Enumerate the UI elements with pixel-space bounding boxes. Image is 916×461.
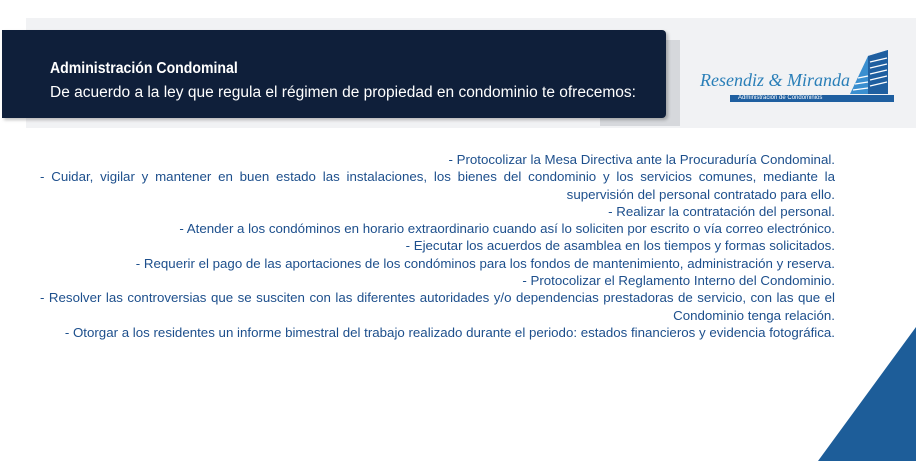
service-item: - Atender a los condóminos en horario extraordinario cuando así lo soliciten por escrito o vía correo electrónico. xyxy=(179,221,835,237)
page-title: Administración Condominal xyxy=(50,60,238,77)
service-item: - Resolver las controversias que se susciten con las diferentes autoridades y/o dependencias prestadoras de servicio, con las que el Condominio tenga relación. xyxy=(40,290,835,323)
logo-name: Resendiz & Miranda xyxy=(700,70,850,90)
service-item: - Protocolizar el Reglamento Interno del Condominio. xyxy=(522,273,835,289)
service-item: - Cuidar, vigilar y mantener en buen estado las instalaciones, los bienes del condominio y los servicios comunes, mediante la supervisión del personal contratado para ello. xyxy=(40,169,835,202)
service-item: - Protocolizar la Mesa Directiva ante la Procuraduría Condominal. xyxy=(448,152,835,167)
page-subtitle: De acuerdo a la ley que regula el régimen de propiedad en condominio te ofrecemos: xyxy=(50,84,636,101)
logo-tagline: Administración de Condominios xyxy=(738,95,823,101)
service-item: - Ejecutar los acuerdos de asamblea en los tiempos y formas solicitados. xyxy=(405,238,835,254)
service-item: - Requerir el pago de las aportaciones de los condóminos para los fondos de mantenimiento, administración y reserva. xyxy=(135,255,835,271)
service-item: - Realizar la contratación del personal. xyxy=(608,203,835,219)
service-item: - Otorgar a los residentes un informe bimestral del trabajo realizado durante el periodo: estados financieros y evidencia fotográfica. xyxy=(64,324,835,340)
